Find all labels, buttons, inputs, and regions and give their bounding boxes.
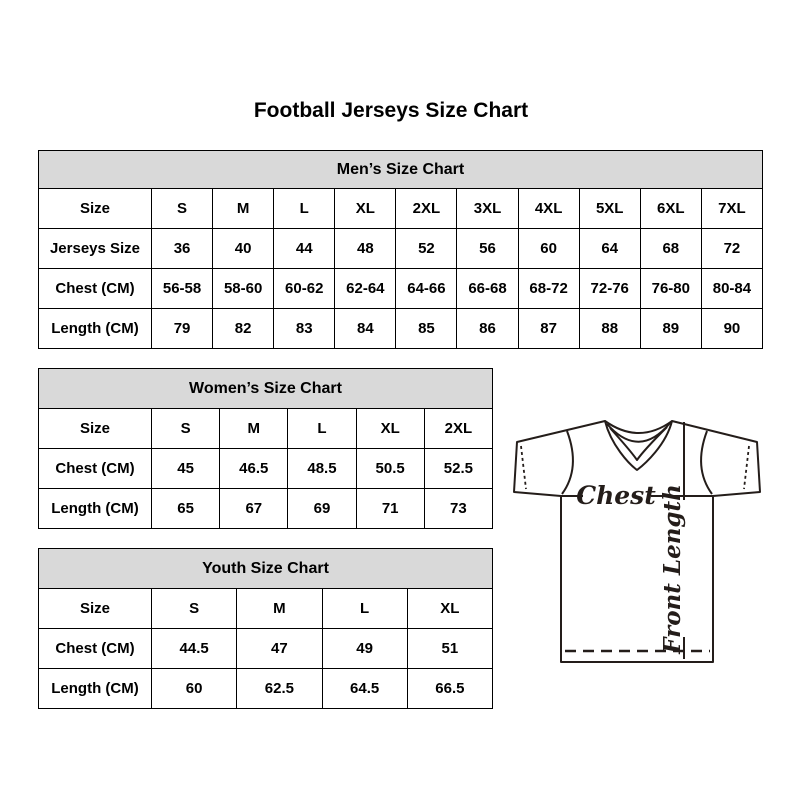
table-title-row	[39, 369, 493, 409]
value-cell: 46.5	[220, 449, 288, 489]
value-cell: 60	[518, 229, 579, 269]
youth-table-title: Youth Size Chart	[39, 549, 493, 589]
value-cell: 88	[579, 309, 640, 349]
value-cell: 40	[213, 229, 274, 269]
value-cell: 64	[579, 229, 640, 269]
table-row	[39, 669, 493, 709]
value-cell: 56	[457, 229, 518, 269]
value-cell: 51	[407, 629, 492, 669]
row-label-cell: Size	[39, 189, 152, 229]
value-cell: 56-58	[152, 269, 213, 309]
row-label-cell: Length (CM)	[39, 669, 152, 709]
value-cell: S	[152, 589, 237, 629]
value-cell: 44.5	[152, 629, 237, 669]
value-cell: L	[288, 409, 356, 449]
value-cell: 2XL	[396, 189, 457, 229]
jersey-diagram	[505, 400, 765, 668]
row-label-cell: Size	[39, 589, 152, 629]
value-cell: 64-66	[396, 269, 457, 309]
value-cell: 62.5	[237, 669, 322, 709]
table-row	[39, 229, 763, 269]
value-cell: 5XL	[579, 189, 640, 229]
womens-table-title: Women’s Size Chart	[39, 369, 493, 409]
youth-size-table	[38, 548, 493, 709]
value-cell: M	[237, 589, 322, 629]
mens-table-title: Men’s Size Chart	[39, 151, 763, 189]
right-armhole-seam	[701, 431, 712, 494]
table-row	[39, 189, 763, 229]
jersey-outline	[514, 421, 760, 662]
table-row	[39, 629, 493, 669]
value-cell: 89	[640, 309, 701, 349]
row-label-cell: Length (CM)	[39, 309, 152, 349]
table-row	[39, 309, 763, 349]
value-cell: 2XL	[424, 409, 492, 449]
jersey-illustration	[505, 400, 765, 668]
value-cell: 68	[640, 229, 701, 269]
value-cell: 72	[701, 229, 762, 269]
value-cell: 82	[213, 309, 274, 349]
table-title-row	[39, 549, 493, 589]
value-cell: 45	[152, 449, 220, 489]
value-cell: 80-84	[701, 269, 762, 309]
collar-inner-v	[610, 427, 667, 460]
value-cell: 52	[396, 229, 457, 269]
value-cell: 85	[396, 309, 457, 349]
value-cell: 84	[335, 309, 396, 349]
value-cell: L	[274, 189, 335, 229]
value-cell: 49	[322, 629, 407, 669]
table-row	[39, 269, 763, 309]
value-cell: 7XL	[701, 189, 762, 229]
value-cell: 76-80	[640, 269, 701, 309]
value-cell: 69	[288, 489, 356, 529]
value-cell: 66.5	[407, 669, 492, 709]
value-cell: 72-76	[579, 269, 640, 309]
value-cell: 71	[356, 489, 424, 529]
front-length-label: Front Length	[659, 484, 686, 654]
table-title-row	[39, 151, 763, 189]
row-label-cell: Jerseys Size	[39, 229, 152, 269]
row-label-cell: Chest (CM)	[39, 269, 152, 309]
value-cell: 87	[518, 309, 579, 349]
value-cell: 52.5	[424, 449, 492, 489]
value-cell: 79	[152, 309, 213, 349]
value-cell: S	[152, 189, 213, 229]
value-cell: 73	[424, 489, 492, 529]
row-label-cell: Chest (CM)	[39, 449, 152, 489]
value-cell: 3XL	[457, 189, 518, 229]
value-cell: 6XL	[640, 189, 701, 229]
row-label-cell: Chest (CM)	[39, 629, 152, 669]
womens-size-table	[38, 368, 493, 529]
left-cuff-dash	[521, 446, 526, 489]
value-cell: 58-60	[213, 269, 274, 309]
value-cell: 50.5	[356, 449, 424, 489]
value-cell: 36	[152, 229, 213, 269]
value-cell: 86	[457, 309, 518, 349]
mens-size-table	[38, 150, 763, 349]
right-cuff-dash	[744, 446, 749, 489]
page-title: Football Jerseys Size Chart	[253, 99, 529, 122]
value-cell: XL	[356, 409, 424, 449]
row-label-cell: Length (CM)	[39, 489, 152, 529]
table-row	[39, 409, 493, 449]
value-cell: 66-68	[457, 269, 518, 309]
value-cell: 47	[237, 629, 322, 669]
value-cell: 83	[274, 309, 335, 349]
value-cell: M	[220, 409, 288, 449]
left-armhole-seam	[562, 431, 573, 494]
value-cell: 48.5	[288, 449, 356, 489]
table-row	[39, 489, 493, 529]
value-cell: XL	[335, 189, 396, 229]
value-cell: 64.5	[322, 669, 407, 709]
value-cell: 48	[335, 229, 396, 269]
value-cell: 62-64	[335, 269, 396, 309]
table-row	[39, 449, 493, 489]
value-cell: 90	[701, 309, 762, 349]
value-cell: 44	[274, 229, 335, 269]
value-cell: 60	[152, 669, 237, 709]
value-cell: XL	[407, 589, 492, 629]
chest-label: Chest	[576, 481, 656, 510]
value-cell: M	[213, 189, 274, 229]
value-cell: 67	[220, 489, 288, 529]
value-cell: 60-62	[274, 269, 335, 309]
value-cell: L	[322, 589, 407, 629]
value-cell: 65	[152, 489, 220, 529]
table-row	[39, 589, 493, 629]
row-label-cell: Size	[39, 409, 152, 449]
value-cell: 4XL	[518, 189, 579, 229]
value-cell: S	[152, 409, 220, 449]
value-cell: 68-72	[518, 269, 579, 309]
